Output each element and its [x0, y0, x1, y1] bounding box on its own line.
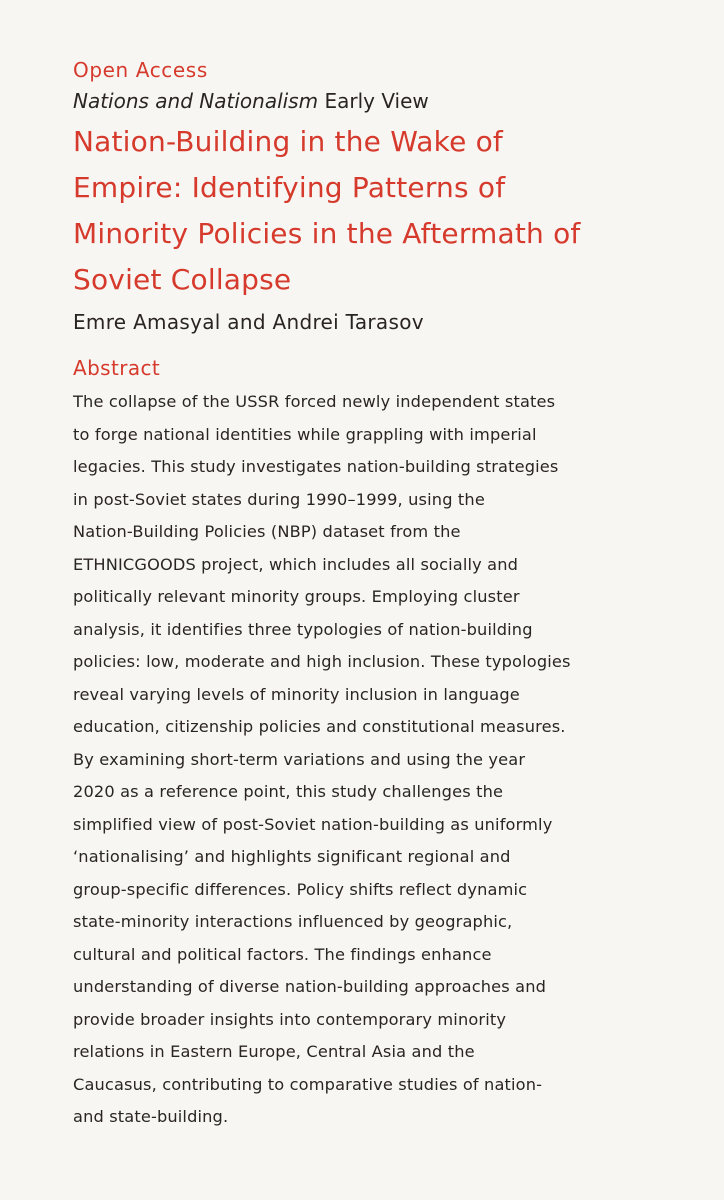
abstract-line: 2020 as a reference point, this study challenges the [73, 782, 504, 801]
abstract-line: reveal varying levels of minority inclusion in language [73, 684, 520, 704]
open-access-label: Open Access [73, 58, 208, 82]
abstract-body [73, 386, 650, 1134]
abstract-line: simplified view of post-Soviet nation-building as uniformly [73, 814, 553, 834]
journal-status: Early View [324, 89, 429, 113]
title-line: Empire: Identifying Patterns of [73, 171, 506, 204]
abstract-line: to forge national identities while grappling with imperial [73, 424, 537, 444]
abstract-line: ‘nationalising’ and highlights significant regional and [73, 847, 511, 866]
abstract-line: state-minority interactions influenced by geographic, [73, 912, 513, 931]
abstract-line: group-specific differences. Policy shifts reflect dynamic [73, 879, 528, 899]
abstract-line: in post-Soviet states during 1990–1999, using the [73, 489, 485, 509]
abstract-line: politically relevant minority groups. Employing cluster [73, 587, 520, 606]
abstract-line: and state-building. [73, 1107, 229, 1126]
abstract-line: education, citizenship policies and constitutional measures. [73, 717, 566, 736]
journal-name: Nations and Nationalism [73, 89, 319, 113]
article-title [73, 119, 650, 303]
abstract-line: Nation-Building Policies (NBP) dataset from the [73, 522, 461, 541]
abstract-line: analysis, it identifies three typologies of nation-building [73, 619, 533, 639]
abstract-line: relations in Eastern Europe, Central Asia and the [73, 1042, 475, 1061]
abstract-line: ETHNICGOODS project, which includes all socially and [73, 554, 519, 574]
title-line: Minority Policies in the Aftermath of [73, 217, 581, 250]
abstract-line: cultural and political factors. The findings enhance [73, 944, 492, 964]
abstract-line: legacies. This study investigates nation-building strategies [73, 457, 559, 476]
authors: Emre Amasyal and Andrei Tarasov [73, 310, 424, 334]
abstract-line: policies: low, moderate and high inclusion. These typologies [73, 652, 571, 671]
abstract-heading: Abstract [73, 356, 161, 380]
title-line: Soviet Collapse [73, 263, 292, 296]
abstract-line: provide broader insights into contemporary minority [73, 1009, 507, 1029]
abstract-line: Caucasus, contributing to comparative studies of nation- [73, 1074, 543, 1094]
title-line: Nation-Building in the Wake of [73, 125, 503, 158]
journal-line [73, 85, 650, 117]
abstract-line: By examining short-term variations and using the year [73, 749, 526, 769]
abstract-line: understanding of diverse nation-building approaches and [73, 977, 547, 996]
abstract-line: The collapse of the USSR forced newly independent states [73, 392, 556, 411]
